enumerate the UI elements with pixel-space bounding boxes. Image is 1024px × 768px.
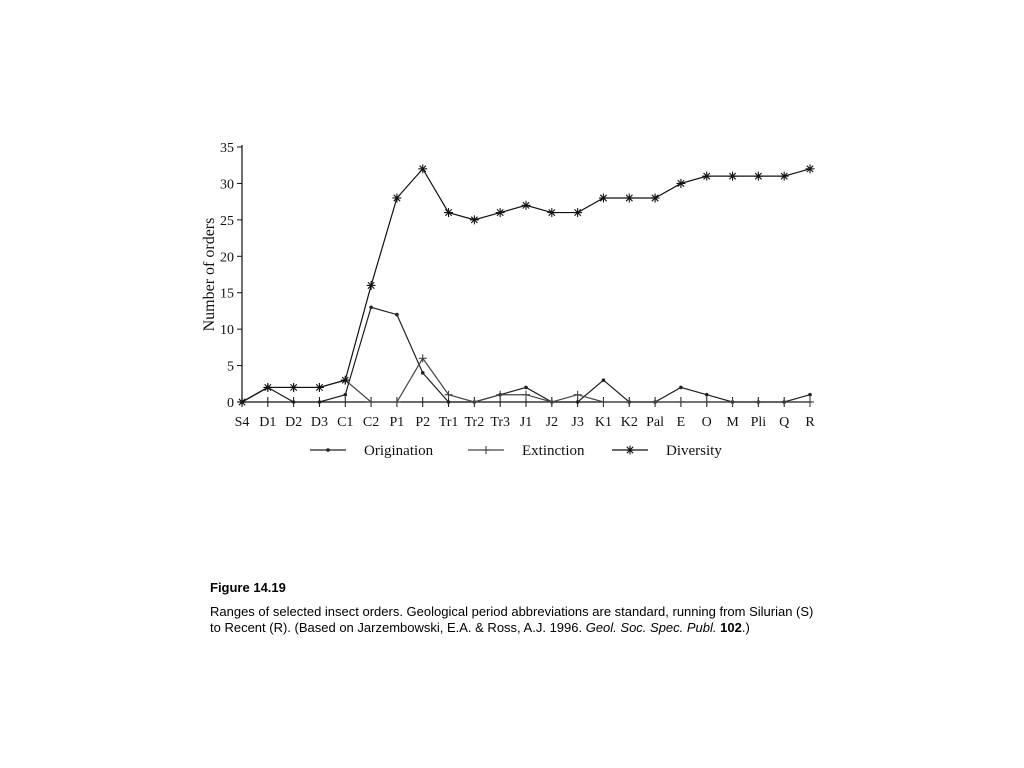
legend-item-extinction: [468, 443, 585, 459]
legend-item-diversity: [612, 443, 722, 459]
x-tick-label: O: [701, 415, 712, 430]
x-tick-label: Tr1: [438, 415, 459, 430]
y-tick-label: 10: [220, 323, 234, 339]
point-marker: [445, 391, 453, 399]
point-marker: [447, 400, 451, 404]
point-marker: [548, 398, 556, 406]
point-marker: [421, 371, 425, 375]
x-tick-label: K2: [620, 415, 638, 430]
point-marker: [315, 383, 324, 392]
point-marker: [806, 398, 814, 406]
x-tick-label: M: [726, 415, 739, 430]
point-marker: [392, 194, 401, 203]
point-marker: [318, 400, 322, 404]
x-tick-label: R: [805, 415, 815, 430]
point-marker: [808, 393, 812, 397]
caption-text-before: Ranges of selected insect orders. Geological period abbreviations are standard, running from Silurian (S) to Recent (R). (Based on Jarzembowski, E.A. & Ross, A.J. 1996.: [210, 604, 814, 635]
y-tick-label: 15: [220, 286, 234, 302]
chart-axes: [220, 141, 815, 430]
y-tick-label: 30: [220, 177, 234, 193]
x-tick-label: E: [676, 415, 686, 430]
caption-volume: 102: [720, 620, 742, 635]
point-marker: [677, 398, 685, 406]
point-marker: [780, 398, 788, 406]
point-marker: [263, 383, 272, 392]
point-marker: [496, 391, 504, 399]
point-marker: [444, 208, 453, 217]
point-marker: [326, 448, 330, 452]
x-tick-label: J3: [571, 415, 584, 430]
y-tick-label: 20: [220, 250, 234, 266]
point-marker: [626, 446, 635, 455]
point-marker: [702, 172, 711, 181]
y-tick-label: 5: [227, 359, 234, 375]
legend-label: Diversity: [666, 443, 722, 459]
point-marker: [576, 400, 580, 404]
legend-item-origination: [310, 443, 434, 459]
x-tick-label: J2: [545, 415, 559, 430]
point-marker: [602, 378, 606, 382]
point-marker: [676, 179, 685, 188]
diversity-series: [238, 164, 815, 406]
point-marker: [547, 208, 556, 217]
origination-series: [240, 305, 812, 403]
x-tick-label: D2: [285, 415, 303, 430]
point-marker: [522, 391, 530, 399]
x-tick-label: P2: [415, 415, 431, 430]
extinction-series: [238, 354, 814, 406]
point-marker: [289, 383, 298, 392]
x-tick-label: C1: [337, 415, 354, 430]
point-marker: [679, 386, 683, 390]
figure-caption: [210, 580, 820, 636]
caption-journal: Geol. Soc. Spec. Publ.: [585, 620, 717, 635]
point-marker: [729, 398, 737, 406]
caption-text: [210, 604, 820, 636]
point-marker: [806, 164, 815, 173]
y-tick-label: 0: [227, 396, 234, 411]
x-tick-label: D1: [259, 415, 277, 430]
point-marker: [651, 398, 659, 406]
point-marker: [369, 305, 373, 309]
point-marker: [705, 393, 709, 397]
point-marker: [496, 208, 505, 217]
x-tick-label: C2: [362, 415, 380, 430]
point-marker: [418, 164, 427, 173]
point-marker: [780, 172, 789, 181]
point-marker: [573, 208, 582, 217]
x-tick-label: D3: [310, 415, 329, 430]
point-marker: [574, 391, 582, 399]
point-marker: [238, 398, 247, 407]
point-marker: [393, 398, 401, 406]
x-tick-label: Q: [779, 415, 790, 430]
x-tick-label: Pal: [646, 415, 665, 430]
point-marker: [470, 215, 479, 224]
legend-label: Extinction: [522, 443, 585, 459]
point-marker: [341, 376, 350, 385]
point-marker: [599, 398, 607, 406]
x-tick-label: K1: [594, 415, 613, 430]
point-marker: [703, 398, 711, 406]
legend-label: Origination: [364, 443, 434, 459]
point-marker: [482, 446, 490, 454]
chart-legend: [310, 443, 722, 459]
point-marker: [625, 194, 634, 203]
point-marker: [754, 398, 762, 406]
x-tick-label: S4: [234, 415, 250, 430]
point-marker: [292, 400, 296, 404]
point-marker: [522, 201, 531, 210]
y-tick-label: 35: [220, 141, 234, 156]
caption-text-after: .): [741, 620, 750, 635]
point-marker: [524, 386, 528, 390]
y-tick-label: 25: [220, 213, 234, 229]
x-tick-label: Tr2: [464, 415, 485, 430]
caption-title: Figure 14.19: [210, 580, 286, 595]
x-tick-label: Tr3: [490, 415, 511, 430]
point-marker: [395, 313, 399, 317]
y-axis-label: Number of orders: [201, 217, 218, 332]
point-marker: [728, 172, 737, 181]
x-tick-label: J1: [519, 415, 533, 430]
point-marker: [599, 194, 608, 203]
x-tick-label: Pli: [750, 415, 767, 430]
point-marker: [367, 281, 376, 290]
chart-series: [238, 164, 815, 406]
point-marker: [754, 172, 763, 181]
x-tick-label: P1: [389, 415, 405, 430]
point-marker: [651, 194, 660, 203]
point-marker: [470, 398, 478, 406]
point-marker: [419, 354, 427, 362]
point-marker: [343, 393, 347, 397]
